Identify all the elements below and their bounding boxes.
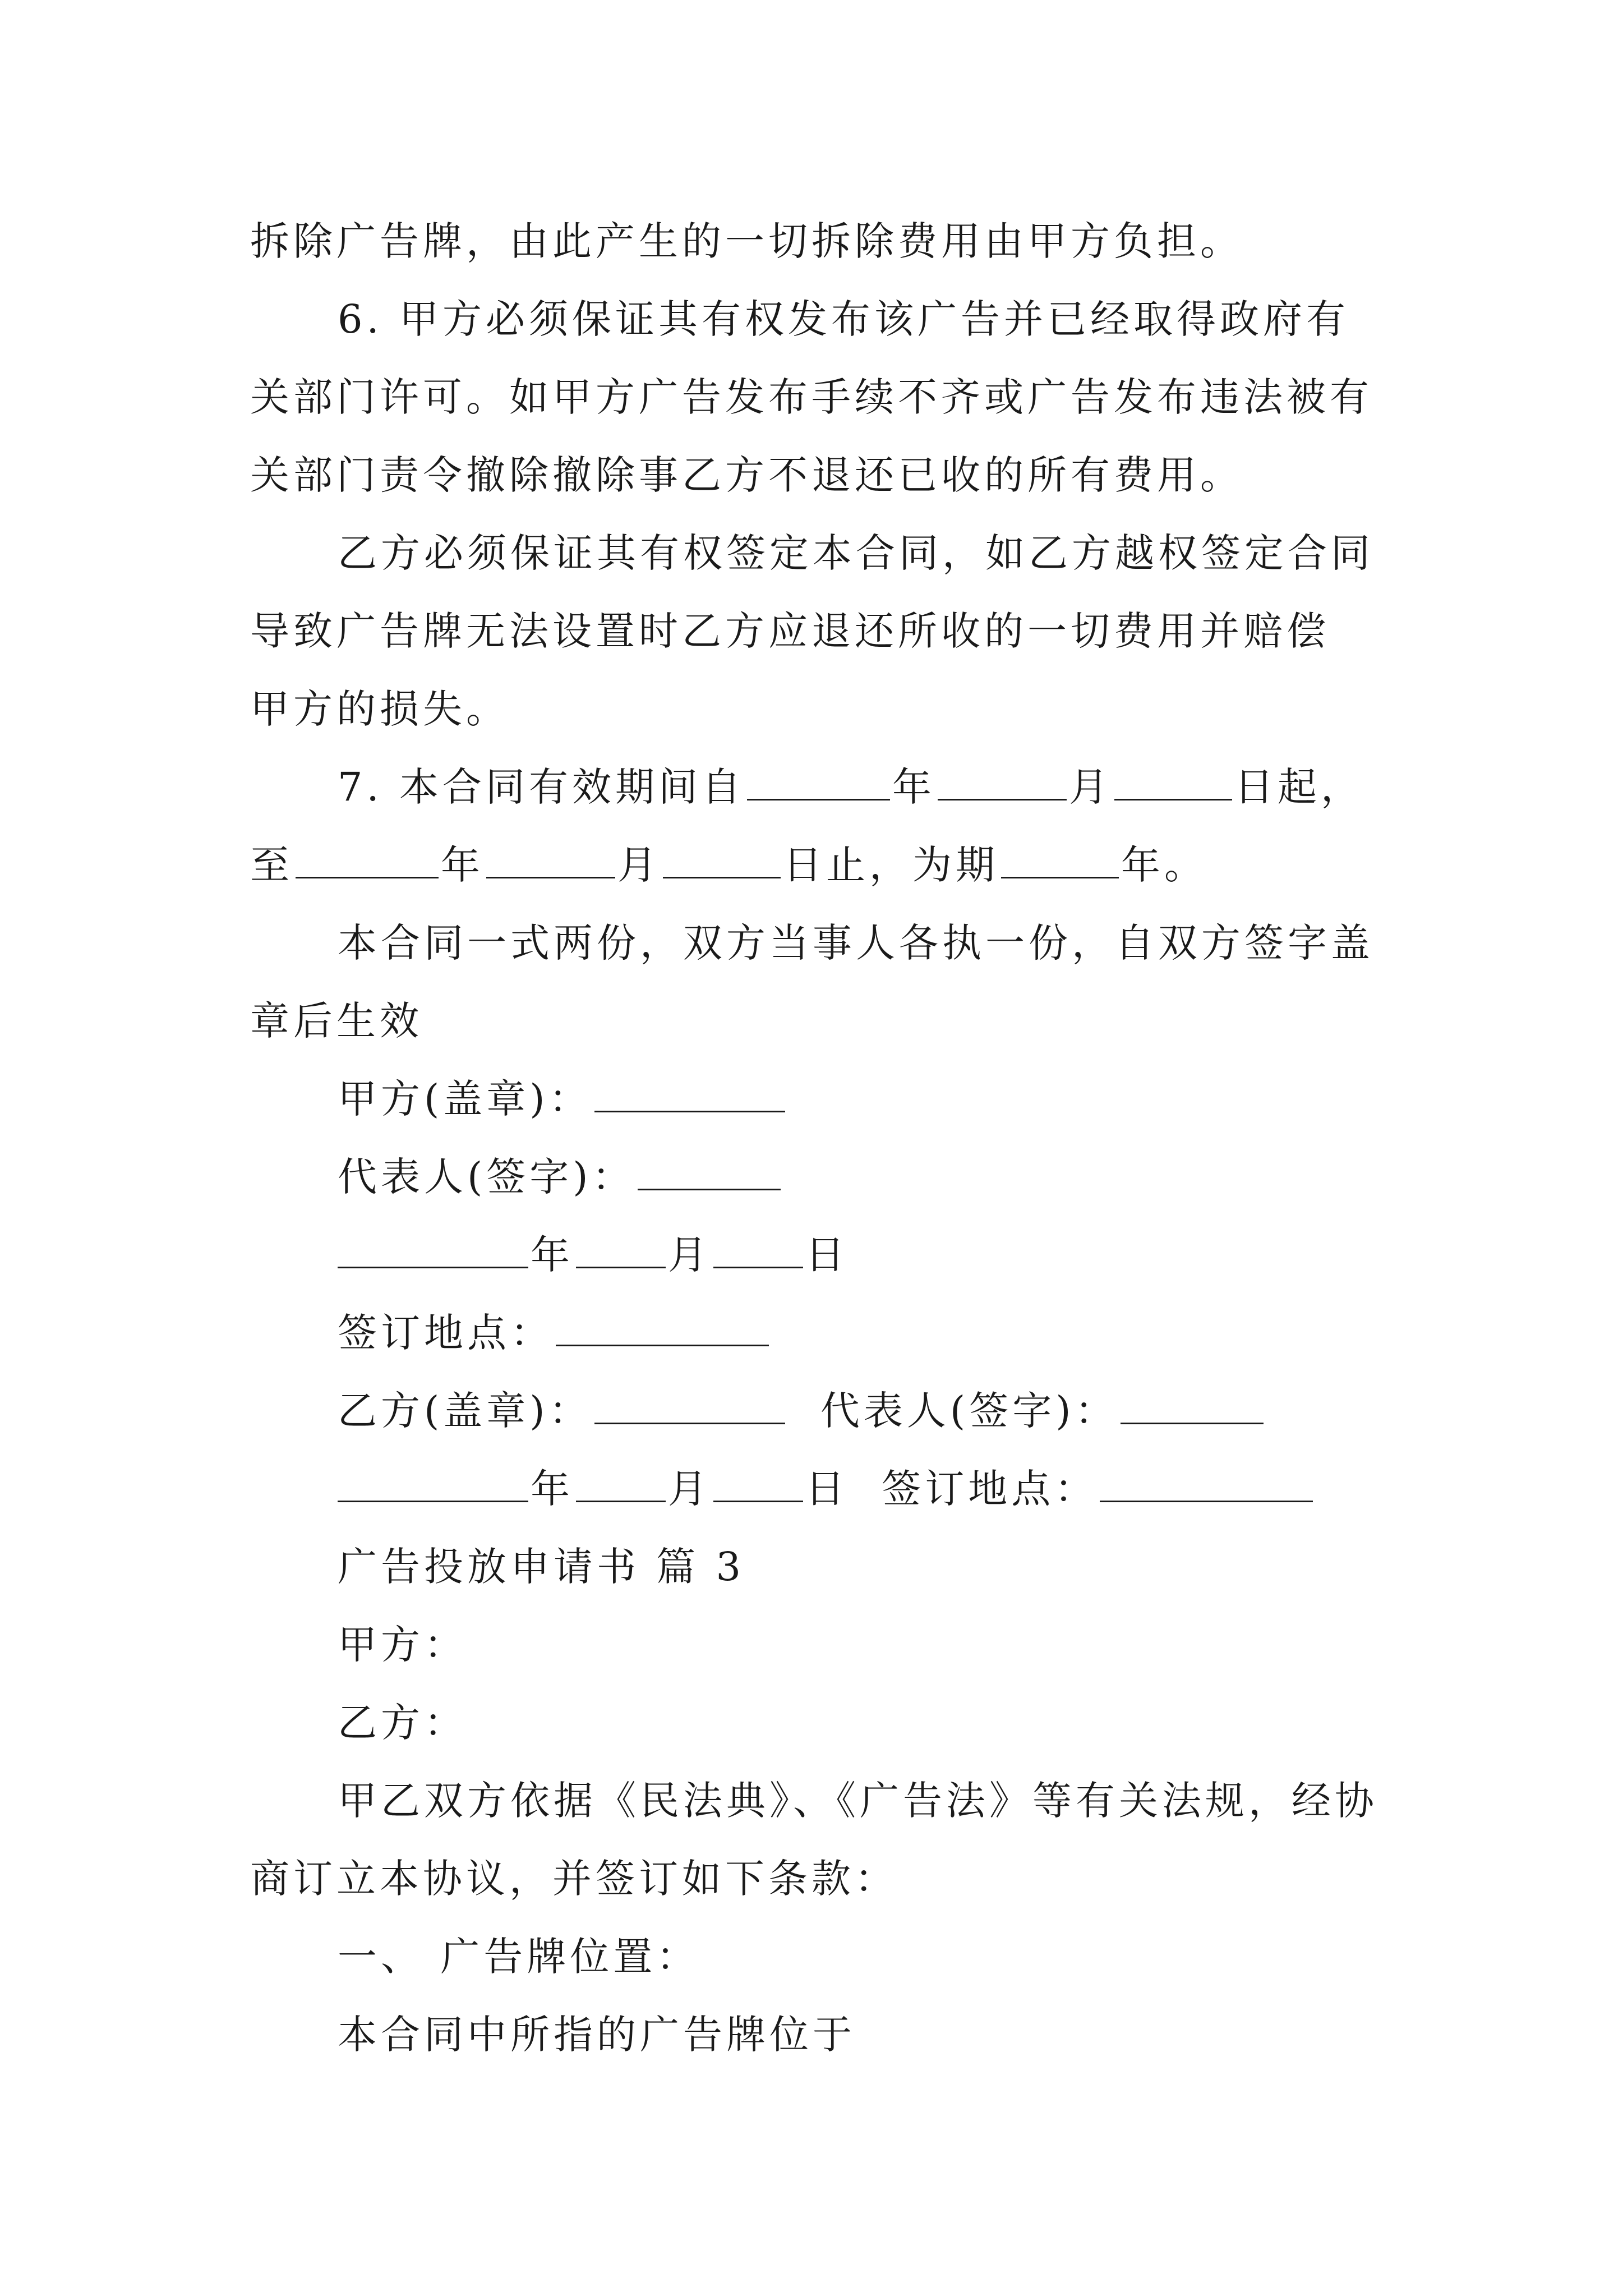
- day-field[interactable]: [713, 1466, 803, 1502]
- term-start-line: [338, 759, 1364, 815]
- sign-place-label: 签订地点：: [882, 1466, 1098, 1512]
- party-a-seal-line: [338, 1071, 787, 1127]
- clause-heading: 一、 广告牌位置：: [338, 1934, 700, 1980]
- month-field[interactable]: [576, 1232, 666, 1268]
- paragraph-line: 章后生效: [250, 998, 423, 1044]
- representative-line: [338, 1149, 783, 1205]
- month-label: 月: [617, 842, 661, 888]
- section-title: 广告投放申请书 篇 3: [338, 1544, 745, 1590]
- year-field[interactable]: [338, 1466, 528, 1502]
- blank-field[interactable]: [296, 842, 439, 878]
- year-label: 年: [892, 764, 936, 810]
- paragraph-line: 本合同一式两份，双方当事人各执一份，自双方签字盖: [338, 920, 1374, 966]
- date-line: [338, 1227, 849, 1283]
- day-label: 日: [805, 1466, 849, 1512]
- sign-place-field[interactable]: [556, 1310, 769, 1346]
- party-a-label: 甲方：: [338, 1622, 467, 1668]
- paragraph-line: 拆除广告牌，由此产生的一切拆除费用由甲方负担。: [250, 218, 1243, 264]
- paragraph-line: 甲方的损失。: [250, 686, 509, 732]
- years-label: 年。: [1121, 842, 1207, 888]
- representative-field[interactable]: [638, 1154, 781, 1190]
- year-label: 年: [531, 1232, 574, 1278]
- party-b-rep-field[interactable]: [1121, 1388, 1264, 1424]
- representative-label: 代表人(签字)：: [338, 1154, 635, 1200]
- sign-place-field[interactable]: [1100, 1466, 1313, 1502]
- party-b-label: 乙方：: [338, 1700, 467, 1746]
- year-label: 年: [531, 1466, 574, 1512]
- term-label: 7. 本合同有效期间自: [338, 764, 745, 810]
- party-a-seal-field[interactable]: [594, 1076, 785, 1112]
- party-b-rep-label: 代表人(签字)：: [820, 1388, 1118, 1434]
- blank-field[interactable]: [1001, 842, 1119, 878]
- paragraph-line: 关部门责令撤除撤除事乙方不退还已收的所有费用。: [250, 452, 1243, 498]
- paragraph-line: 关部门许可。如甲方广告发布手续不齐或广告发布违法被有: [250, 374, 1373, 420]
- month-label: 月: [668, 1232, 711, 1278]
- paragraph-line: 6. 甲方必须保证其有权发布该广告并已经取得政府有: [338, 296, 1350, 342]
- sign-place-line: [338, 1305, 771, 1361]
- sign-place-label: 签订地点：: [338, 1310, 554, 1356]
- party-a-seal-label: 甲方(盖章)：: [338, 1076, 592, 1122]
- party-b-line: [338, 1383, 1266, 1439]
- blank-field[interactable]: [938, 764, 1067, 800]
- day-label: 日: [805, 1232, 849, 1278]
- party-b-seal-label: 乙方(盖章)：: [338, 1388, 592, 1434]
- year-label: 年: [441, 842, 484, 888]
- term-end-line: [250, 837, 1207, 893]
- date-place-line: [338, 1461, 1315, 1517]
- month-field[interactable]: [576, 1466, 666, 1502]
- blank-field[interactable]: [663, 842, 781, 878]
- party-b-seal-field[interactable]: [594, 1388, 785, 1424]
- blank-field[interactable]: [1114, 764, 1232, 800]
- month-label: 月: [668, 1466, 711, 1512]
- blank-field[interactable]: [486, 842, 615, 878]
- to-label: 至: [250, 842, 293, 888]
- day-label: 日止，为期: [783, 842, 999, 888]
- paragraph-line: 甲乙双方依据《民法典》、《广告法》等有关法规，经协: [338, 1778, 1378, 1824]
- paragraph-line: 导致广告牌无法设置时乙方应退还所收的一切费用并赔偿: [250, 608, 1330, 654]
- month-label: 月: [1069, 764, 1113, 810]
- year-field[interactable]: [338, 1232, 528, 1268]
- paragraph-line: 本合同中所指的广告牌位于: [338, 2012, 856, 2058]
- paragraph-line: 乙方必须保证其有权签定本合同，如乙方越权签定合同: [338, 530, 1374, 576]
- blank-field[interactable]: [747, 764, 890, 800]
- day-field[interactable]: [713, 1232, 803, 1268]
- day-label: 日起，: [1234, 764, 1364, 810]
- paragraph-line: 商订立本协议，并签订如下条款：: [250, 1856, 898, 1902]
